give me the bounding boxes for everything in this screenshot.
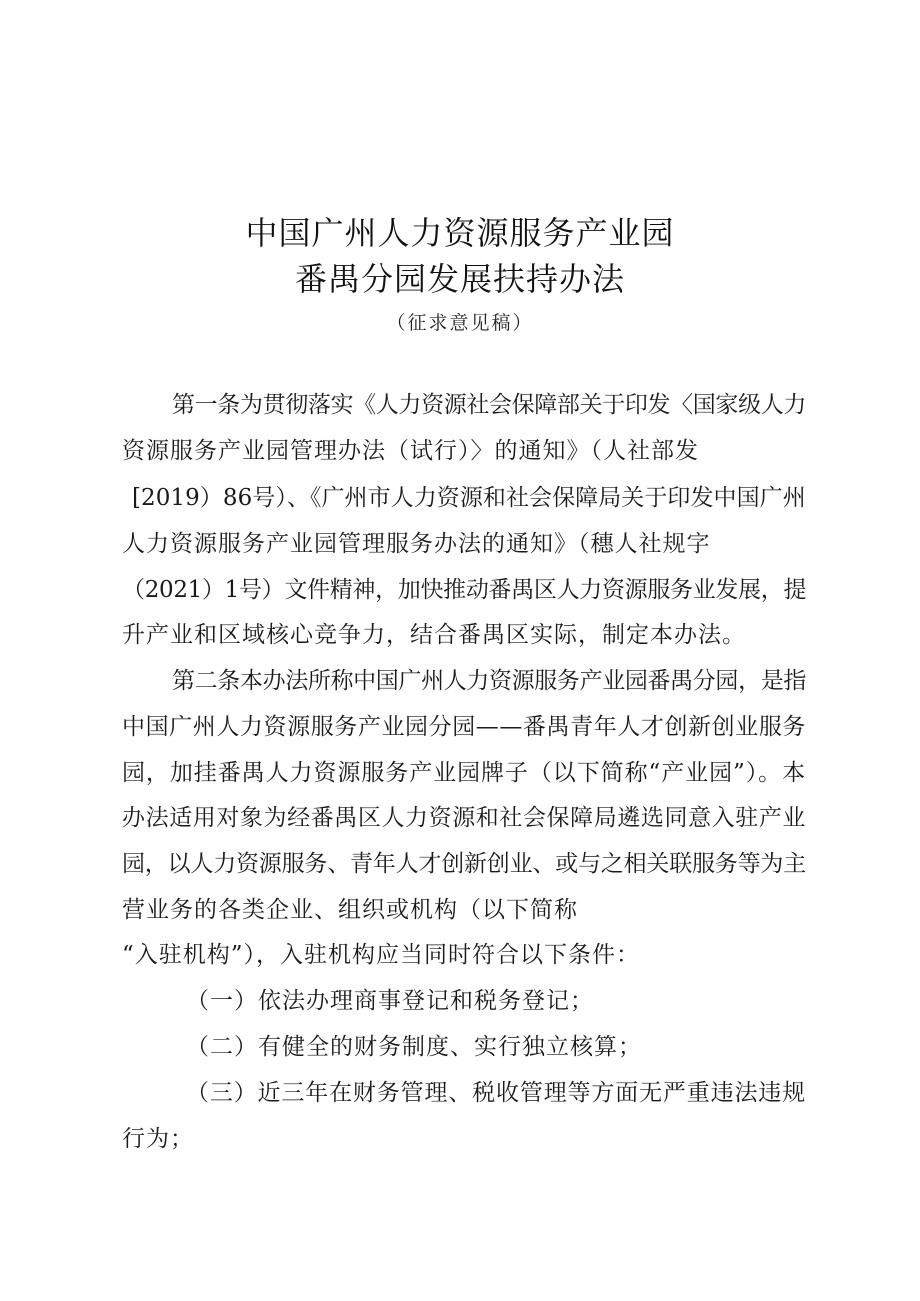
body-text-line: 第一条为贯彻落实《人力资源社会保障部关于印发〈国家级人力 xyxy=(172,392,807,418)
body-text-line: “入驻机构”），入驻机构应当同时符合以下条件： xyxy=(122,942,641,968)
body-text-line: 营业务的各类企业、组织或机构（以下简称 xyxy=(122,897,578,923)
body-text-line: 行为； xyxy=(122,1126,194,1152)
body-text-line: 第二条本办法所称中国广州人力资源服务产业园番禺分园，是指 xyxy=(172,668,807,694)
body-text-line: 园，以人力资源服务、青年人才创新创业、或与之相关联服务等为主 xyxy=(122,851,807,877)
body-text-line: 园，加挂番禺人力资源服务产业园牌子（以下简称“产业园”）。本 xyxy=(122,760,807,786)
document-title-line-1: 中国广州人力资源服务产业园 xyxy=(245,214,675,252)
body-text-line: 升产业和区域核心竞争力，结合番禺区实际，制定本办法。 xyxy=(122,622,746,648)
body-text-line: （2021）1号）文件精神，加快推动番禺区人力资源服务业发展，提 xyxy=(122,577,807,603)
body-text-line: 人力资源服务产业园管理服务办法的通知》（穗人社规字 xyxy=(122,531,711,557)
body-text-line: [2019）86号）、《广州市人力资源和社会保障局关于印发中国广州 xyxy=(132,485,806,511)
document-subtitle: （征求意见稿） xyxy=(386,312,534,334)
body-text-line: （三）近三年在财务管理、税收管理等方面无严重违法违规 xyxy=(186,1080,806,1106)
body-text-line: （一）依法办理商事登记和税务登记； xyxy=(186,988,594,1014)
body-text-line: 办法适用对象为经番禺区人力资源和社会保障局遴选同意入驻产业 xyxy=(122,805,806,831)
body-text-line: 中国广州人力资源服务产业园分园——番禺青年人才创新创业服务 xyxy=(122,714,806,740)
document-title-line-2: 番禺分园发展扶持办法 xyxy=(294,260,625,298)
body-text-line: （二）有健全的财务制度、实行独立核算； xyxy=(186,1034,642,1060)
body-text-line: 资源服务产业园管理办法（试行）〉的通知》（人社部发 xyxy=(122,438,699,464)
